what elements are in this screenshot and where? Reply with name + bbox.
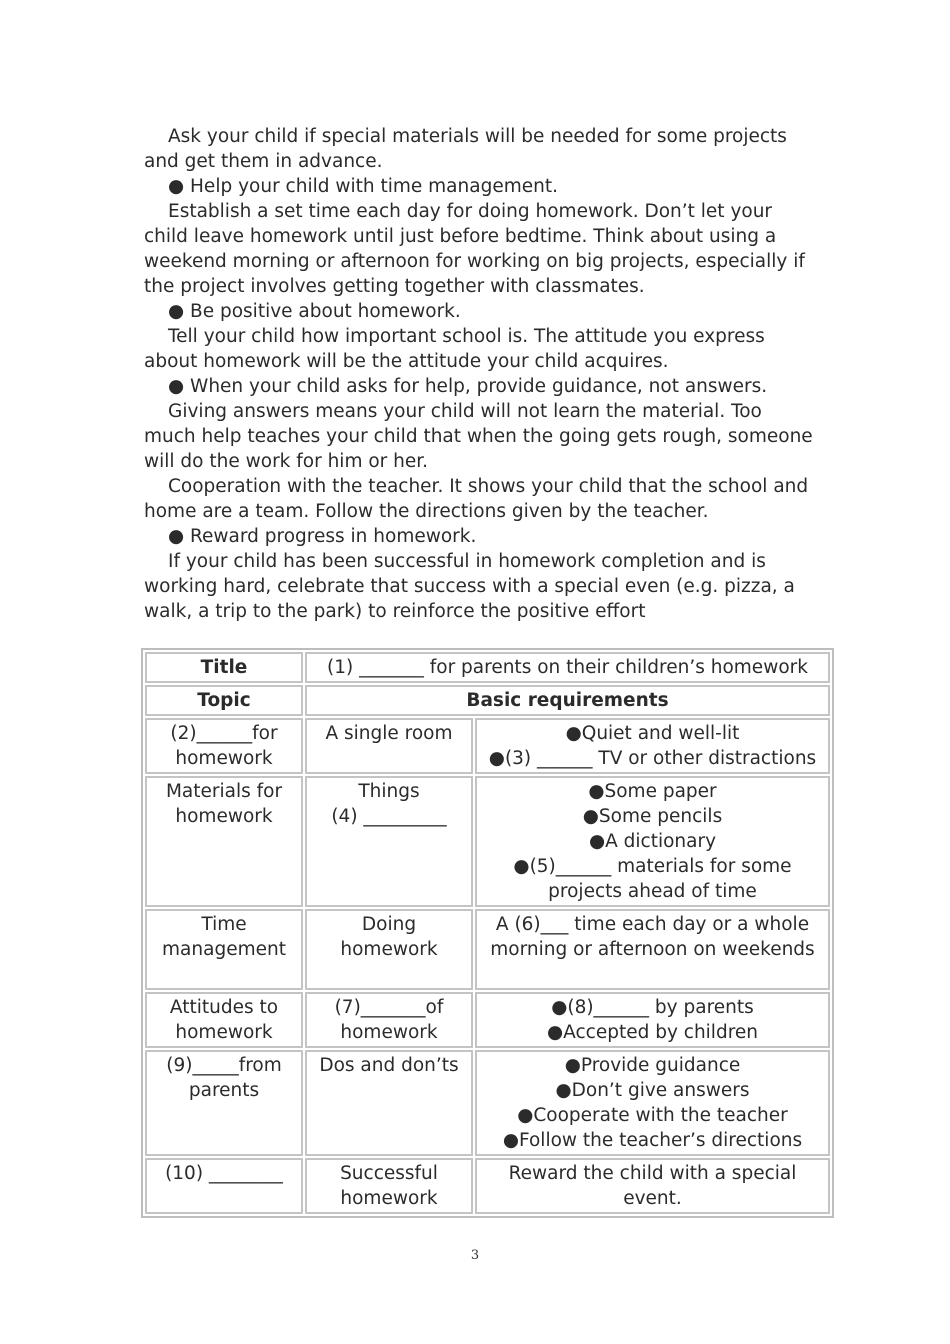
article-text	[144, 124, 814, 624]
topic-cell: (10) ________	[145, 1158, 303, 1214]
detail-line: ●Some paper	[588, 781, 717, 802]
sub-cell: Things (4) _________	[305, 776, 473, 907]
requirements-header: Basic requirements	[305, 685, 830, 716]
title-value: (1) _______ for parents on their children’s homework	[305, 652, 830, 683]
detail-line: ●(3) ______ TV or other distractions	[488, 748, 817, 769]
details-cell	[475, 1158, 830, 1214]
paragraph: Tell your child how important school is. The attitude you express about homework will be the attitude your child acquires.	[144, 326, 765, 372]
table-row	[145, 776, 830, 907]
detail-line: ●Follow the teacher’s directions	[502, 1130, 803, 1151]
topic-cell: Time management	[145, 909, 303, 990]
topic-cell: (2)______for homework	[145, 718, 303, 774]
detail-line: Reward the child with a special event.	[508, 1163, 797, 1209]
paragraph: Establish a set time each day for doing homework. Don’t let your child leave homework until just before bedtime. Think about using a weekend morning or afternoon for working on big projects, especially if the project involves getting together with classmates.	[144, 201, 805, 297]
paragraph: Cooperation with the teacher. It shows your child that the school and home are a team. Follow the directions given by the teacher.	[144, 476, 809, 522]
sub-cell: A single room	[305, 718, 473, 774]
topic-header: Topic	[145, 685, 303, 716]
table-row	[145, 909, 830, 990]
table-row	[145, 992, 830, 1048]
detail-line: ●Some pencils	[582, 806, 723, 827]
details-cell	[475, 718, 830, 774]
details-cell	[475, 909, 830, 990]
paragraph: Ask your child if special materials will be needed for some projects and get them in advance.	[144, 126, 787, 172]
sub-cell: Successful homework	[305, 1158, 473, 1214]
bullet-heading: ● When your child asks for help, provide guidance, not answers.	[168, 376, 768, 397]
sub-cell: (7)_______of homework	[305, 992, 473, 1048]
details-cell	[475, 776, 830, 907]
details-cell	[475, 992, 830, 1048]
table-row	[145, 1050, 830, 1156]
bullet-heading: ● Be positive about homework.	[168, 301, 461, 322]
detail-line: ●Provide guidance	[564, 1055, 741, 1076]
table-row	[145, 1158, 830, 1214]
bullet-heading: ● Help your child with time management.	[168, 176, 558, 197]
sub-cell: Doing homework	[305, 909, 473, 990]
table-row-title	[145, 652, 830, 683]
bullet-heading: ● Reward progress in homework.	[168, 526, 477, 547]
detail-line: ●A dictionary	[588, 831, 717, 852]
detail-line: ●(5)______ materials for some projects ahead of time	[513, 856, 792, 902]
table-row	[145, 718, 830, 774]
page-number: 3	[470, 1248, 480, 1263]
table-row-header	[145, 685, 830, 716]
detail-line: A (6)___ time each day or a whole morning or afternoon on weekends	[490, 914, 815, 960]
detail-line: ●(8)______ by parents	[551, 997, 754, 1018]
topic-cell: Materials for homework	[145, 776, 303, 907]
topic-cell: Attitudes to homework	[145, 992, 303, 1048]
summary-table	[141, 648, 834, 1218]
paragraph: If your child has been successful in homework completion and is working hard, celebrate that success with a special even (e.g. pizza, a walk, a trip to the park) to reinforce the positive effort	[144, 551, 795, 622]
details-cell	[475, 1050, 830, 1156]
paragraph: Giving answers means your child will not learn the material. Too much help teaches your child that when the going gets rough, someone will do the work for him or her.	[144, 401, 813, 472]
topic-cell: (9)_____from parents	[145, 1050, 303, 1156]
detail-line: ●Don’t give answers	[555, 1080, 750, 1101]
detail-line: ●Accepted by children	[547, 1022, 758, 1043]
detail-line: ●Cooperate with the teacher	[517, 1105, 788, 1126]
sub-cell: Dos and don’ts	[305, 1050, 473, 1156]
title-label: Title	[145, 652, 303, 683]
detail-line: ●Quiet and well-lit	[565, 723, 740, 744]
